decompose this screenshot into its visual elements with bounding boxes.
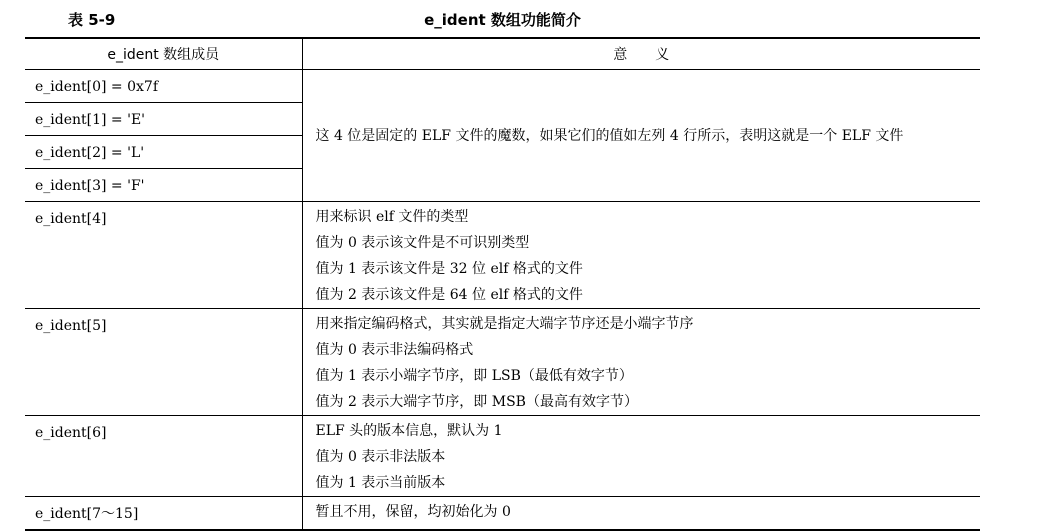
header-member: e_ident 数组成员	[25, 38, 302, 70]
table-row	[25, 416, 980, 497]
table-row	[25, 497, 980, 531]
description-line: ELF 头的版本信息，默认为 1	[315, 423, 503, 439]
description-line: 值为 1 表示小端字节序，即 LSB（最低有效字节）	[315, 368, 633, 384]
member-cell: e_ident[0] = 0x7f	[25, 70, 302, 103]
description-line: 值为 0 表示非法版本	[315, 449, 446, 465]
description-line: 值为 1 表示当前版本	[315, 475, 446, 491]
description-line: 值为 2 表示大端字节序，即 MSB（最高有效字节）	[315, 394, 638, 410]
description-line: 用来指定编码格式，其实就是指定大端字节序还是小端字节序	[315, 316, 694, 332]
header-row	[25, 38, 980, 70]
description-line: 值为 0 表示非法编码格式	[315, 342, 474, 358]
member-cell: e_ident[4]	[25, 202, 302, 309]
table-row	[25, 202, 980, 309]
table-caption	[0, 7, 1046, 33]
member-cell: e_ident[6]	[25, 416, 302, 497]
description-cell	[302, 202, 980, 309]
member-cell: e_ident[5]	[25, 309, 302, 416]
e-ident-table	[25, 37, 980, 531]
description-line: 值为 0 表示该文件是不可识别类型	[315, 235, 530, 251]
table-row	[25, 309, 980, 416]
member-cell: e_ident[7～15]	[25, 497, 302, 531]
description-cell	[302, 416, 980, 497]
table-title: e_ident 数组功能简介	[424, 11, 581, 29]
description-line: 暂且不用，保留，均初始化为 0	[315, 504, 511, 520]
description-cell	[302, 497, 980, 531]
header-meaning: 意 义	[302, 38, 980, 70]
description-cell	[302, 309, 980, 416]
member-cell: e_ident[3] = 'F'	[25, 169, 302, 202]
description-line: 值为 2 表示该文件是 64 位 elf 格式的文件	[315, 287, 583, 303]
table-number: 表 5-9	[68, 11, 116, 29]
member-cell: e_ident[2] = 'L'	[25, 136, 302, 169]
description-line: 值为 1 表示该文件是 32 位 elf 格式的文件	[315, 261, 583, 277]
description-line: 用来标识 elf 文件的类型	[315, 209, 469, 225]
member-cell: e_ident[1] = 'E'	[25, 103, 302, 136]
table-row	[25, 70, 980, 103]
magic-description: 这 4 位是固定的 ELF 文件的魔数，如果它们的值如左列 4 行所示，表明这就是一个 ELF 文件	[302, 70, 980, 202]
